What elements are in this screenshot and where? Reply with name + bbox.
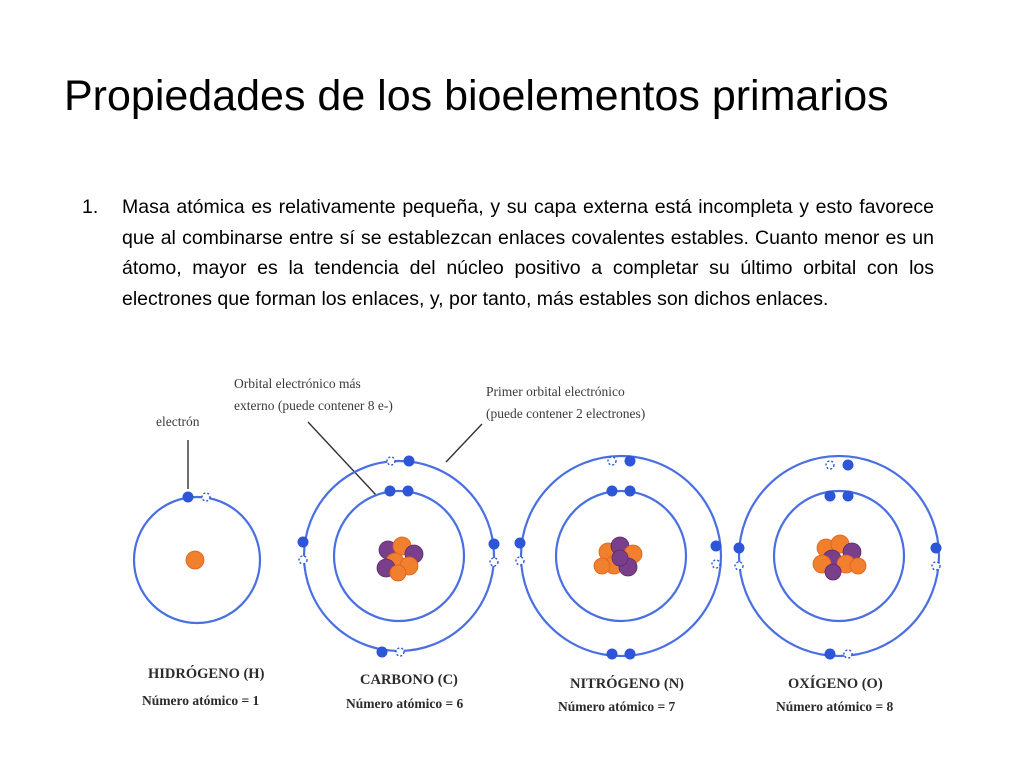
nucleus-cluster	[813, 535, 866, 580]
outer-electron	[404, 456, 415, 467]
neutron	[612, 550, 628, 566]
first-orbital-label-line2: (puede contener 2 electrones)	[486, 406, 646, 421]
outer-electron	[377, 647, 388, 658]
nucleus-cluster	[377, 537, 423, 581]
outer-electron	[607, 649, 618, 660]
atom-nitrogen	[515, 456, 722, 660]
outer-orbital-label-line1: Orbital electrónico más	[234, 376, 361, 391]
proton	[390, 565, 406, 581]
outer-electron	[298, 537, 309, 548]
atom-name-nitrogen: NITRÓGENO (N)	[570, 676, 684, 692]
outer-electron	[734, 543, 745, 554]
atomic-number-oxygen: Número atómico = 8	[776, 699, 894, 714]
outer-electron	[825, 649, 836, 660]
inner-electron	[843, 491, 854, 502]
atom-name-hydrogen: HIDRÓGENO (H)	[148, 666, 265, 682]
proton	[850, 558, 866, 574]
electron-vacancy	[932, 562, 940, 570]
outer-electron	[489, 539, 500, 550]
electron-vacancy	[516, 557, 524, 565]
outer-electron	[625, 456, 636, 467]
list-item-number: 1.	[82, 196, 99, 218]
electron-vacancy	[396, 648, 404, 656]
atom-hydrogen	[134, 492, 260, 624]
neutron	[825, 564, 841, 580]
proton	[594, 558, 610, 574]
electron-vacancy	[608, 457, 616, 465]
inner-electron	[607, 486, 618, 497]
outer-electron	[515, 538, 526, 549]
nucleus-cluster	[594, 537, 642, 576]
electron-vacancy	[299, 556, 307, 564]
outer-orbital-leader-line	[308, 422, 376, 495]
electron-label: electrón	[156, 414, 200, 429]
atomic-number-nitrogen: Número atómico = 7	[558, 699, 676, 714]
inner-electron	[385, 486, 396, 497]
list-item	[82, 192, 934, 314]
atomic-number-hydrogen: Número atómico = 1	[142, 693, 260, 708]
electron-vacancy	[735, 562, 743, 570]
atomic-number-carbon: Número atómico = 6	[346, 696, 464, 711]
atom-name-carbon: CARBONO (C)	[360, 672, 458, 688]
outer-electron	[931, 543, 942, 554]
atom-oxygen	[734, 456, 942, 660]
slide-title: Propiedades de los bioelementos primarios	[64, 72, 889, 120]
inner-electron	[625, 486, 636, 497]
inner-electron	[825, 491, 836, 502]
electron-vacancy	[202, 493, 210, 501]
outer-electron	[711, 541, 722, 552]
atomic-structure-figure	[120, 362, 960, 722]
atom-carbon	[298, 456, 500, 658]
electron-vacancy	[712, 560, 720, 568]
first-orbital-leader-line	[446, 424, 482, 462]
outer-electron	[625, 649, 636, 660]
atom-name-oxygen: OXÍGENO (O)	[788, 676, 883, 692]
nucleus-proton	[186, 551, 204, 569]
outer-orbital-label-line2: externo (puede contener 8 e-)	[234, 398, 393, 413]
electron	[183, 492, 194, 503]
outer-electron	[843, 460, 854, 471]
electron-vacancy	[826, 461, 834, 469]
electron-vacancy	[490, 558, 498, 566]
electron-vacancy	[387, 457, 395, 465]
electron-vacancy	[844, 650, 852, 658]
inner-electron	[403, 486, 414, 497]
list-item-text: Masa atómica es relativamente pequeña, y su capa externa está incompleta y esto favorece que al combinarse entre sí se establezcan enlaces covalentes estables. Cuanto menor es un átomo, mayor es la tendencia del núcleo positivo a completar su último orbital con los electrones que forman los enlaces, y, por tanto, más estables son dichos enlaces.	[122, 196, 934, 310]
first-orbital-label-line1: Primer orbital electrónico	[486, 384, 625, 399]
